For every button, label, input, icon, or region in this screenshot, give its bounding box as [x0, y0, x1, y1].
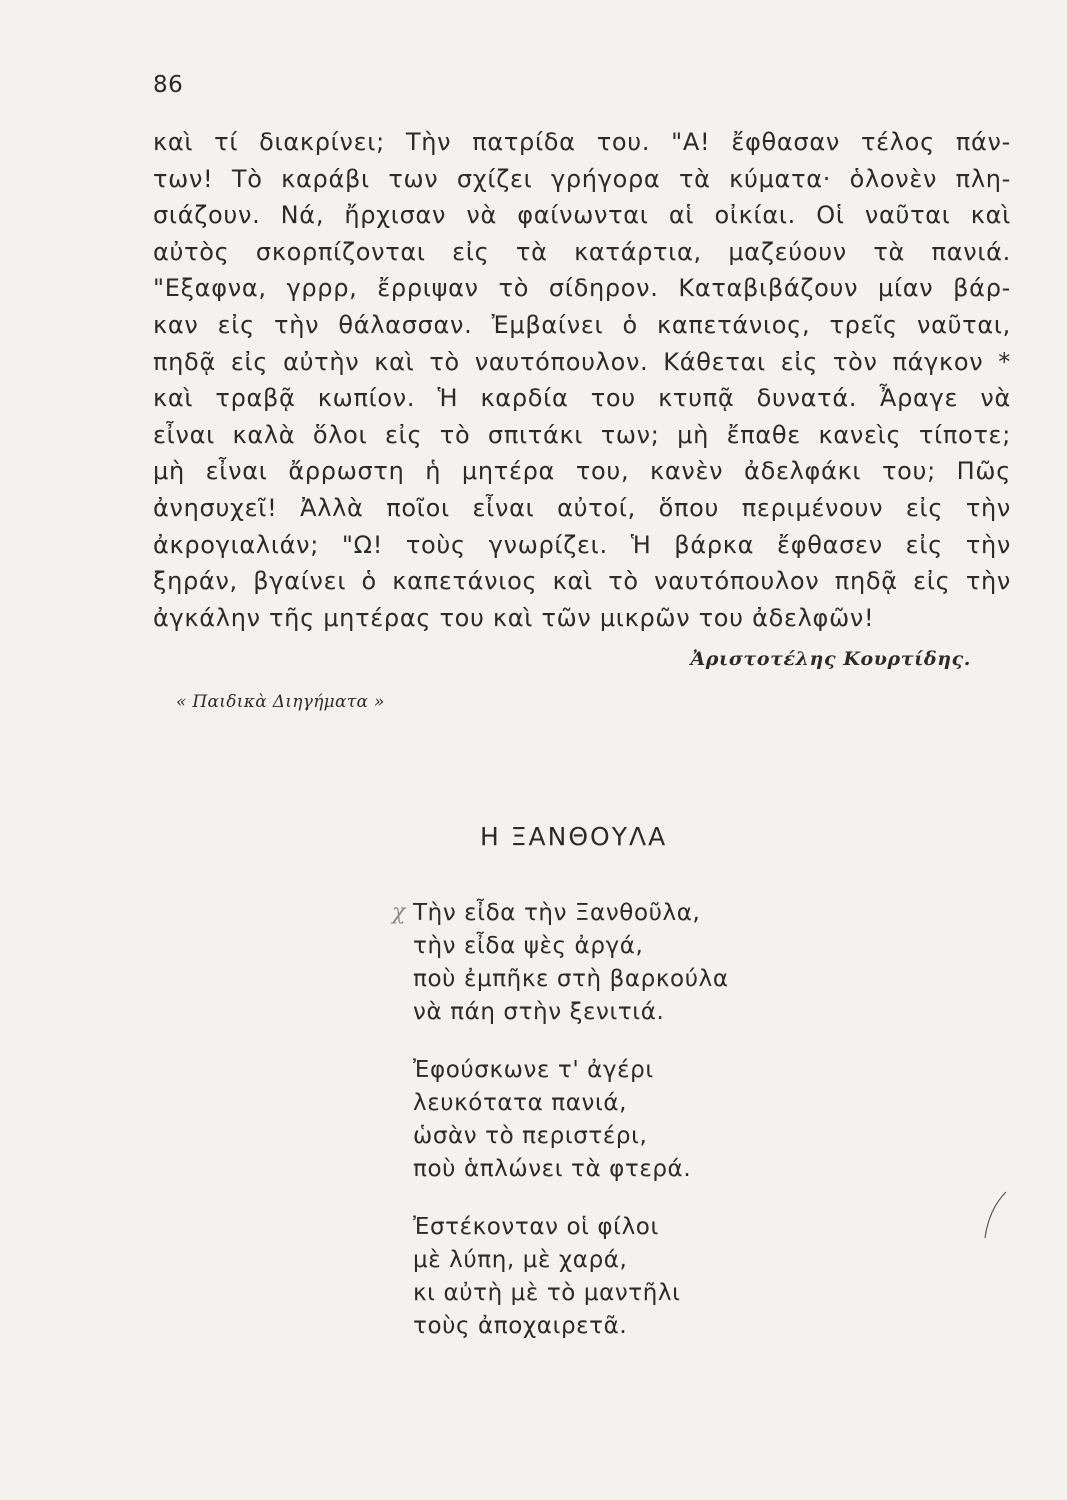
poem-verse: μὲ λύπη, μὲ χαρά,: [413, 1247, 628, 1273]
prose-line: πηδᾷ εἰς αὐτὴν καὶ τὸ ναυτόπουλον. Κάθεται εἰς τὸν πάγκον *: [153, 347, 1011, 376]
poem-verse: ποὺ ἐμπῆκε στὴ βαρκούλα: [413, 966, 729, 992]
pencil-mark: χ: [392, 900, 406, 925]
stray-pencil-stroke: [982, 1190, 1008, 1240]
prose-line: ἀνησυχεῖ! Ἀλλὰ ποῖοι εἶναι αὐτοί, ὅπου περιμένουν εἰς τὴν: [153, 493, 1011, 522]
prose-line: ἀκρογιαλιάν; "Ω! τοὺς γνωρίζει. Ἡ βάρκα ἔφθασεν εἰς τὴν: [153, 530, 1011, 559]
prose-line: μὴ εἶναι ἄρρωστη ἡ μητέρα του, κανὲν ἀδελφάκι του; Πῶς: [153, 457, 1011, 486]
poem-verse: ποὺ ἁπλώνει τὰ φτερά.: [413, 1156, 692, 1182]
prose-line: ξηράν, βγαίνει ὁ καπετάνιος καὶ τὸ ναυτόπουλον πηδᾷ εἰς τὴν: [153, 567, 1011, 596]
poem-title: Η ΞΑΝΘΟΥΛΑ: [480, 822, 668, 851]
poem-stanza: [413, 897, 729, 1029]
poem-stanza: [413, 1211, 729, 1343]
prose-line: ἀγκάλην τῆς μητέρας του καὶ τῶν μικρῶν του ἀδελφῶν!: [153, 603, 875, 632]
prose-line: σιάζουν. Νά, ἤρχισαν νὰ φαίνωνται αἱ οἰκίαι. Οἱ ναῦται καὶ: [153, 201, 1011, 230]
prose-line: των! Τὸ καράβι των σχίζει γρήγορα τὰ κύματα· ὁλονὲν πλη-: [153, 164, 1011, 193]
prose-line: αὐτὸς σκορπίζονται εἰς τὰ κατάρτια, μαζεύουν τὰ πανιά.: [153, 237, 1011, 266]
poem-verse: τὴν εἶδα ψὲς ἀργά,: [413, 933, 644, 959]
poem-stanza: [413, 1054, 729, 1186]
prose-line: καν εἰς τὴν θάλασσαν. Ἐμβαίνει ὁ καπετάνιος, τρεῖς ναῦται,: [153, 310, 1011, 339]
poem: [413, 897, 729, 1368]
author-signature: Ἀριστοτέλης Κουρτίδης.: [690, 648, 971, 670]
poem-verse: τοὺς ἀποχαιρετᾶ.: [413, 1313, 628, 1339]
prose-text: [153, 124, 1011, 636]
source-citation: « Παιδικὰ Διηγήματα »: [176, 692, 385, 712]
poem-verse: νὰ πάη στὴν ξενιτιά.: [413, 999, 665, 1025]
poem-verse: Ἐστέκονταν οἱ φίλοι: [413, 1214, 659, 1240]
prose-line: εἶναι καλὰ ὅλοι εἰς τὸ σπιτάκι των; μὴ ἔπαθε κανεὶς τίποτε;: [153, 420, 1011, 449]
prose-line: καὶ τραβᾷ κωπίον. Ἡ καρδία του κτυπᾷ δυνατά. Ἆραγε νὰ: [153, 384, 1011, 413]
prose-line: καὶ τί διακρίνει; Τὴν πατρίδα του. "Α! ἔφθασαν τέλος πάν-: [153, 128, 1011, 156]
poem-verse: κι αὐτὴ μὲ τὸ μαντῆλι: [413, 1280, 681, 1306]
poem-verse: Τὴν εἶδα τὴν Ξανθοῦλα,: [413, 900, 701, 926]
prose-line: "Εξαφνα, γρρρ, ἔρριψαν τὸ σίδηρον. Καταβιβάζουν μίαν βάρ-: [153, 274, 1011, 303]
poem-verse: ὡσὰν τὸ περιστέρι,: [413, 1123, 648, 1149]
poem-verse: λευκότατα πανιά,: [413, 1090, 628, 1116]
poem-verse: Ἐφούσκωνε τ' ἀγέρι: [413, 1057, 654, 1083]
page-number: 86: [153, 72, 184, 98]
